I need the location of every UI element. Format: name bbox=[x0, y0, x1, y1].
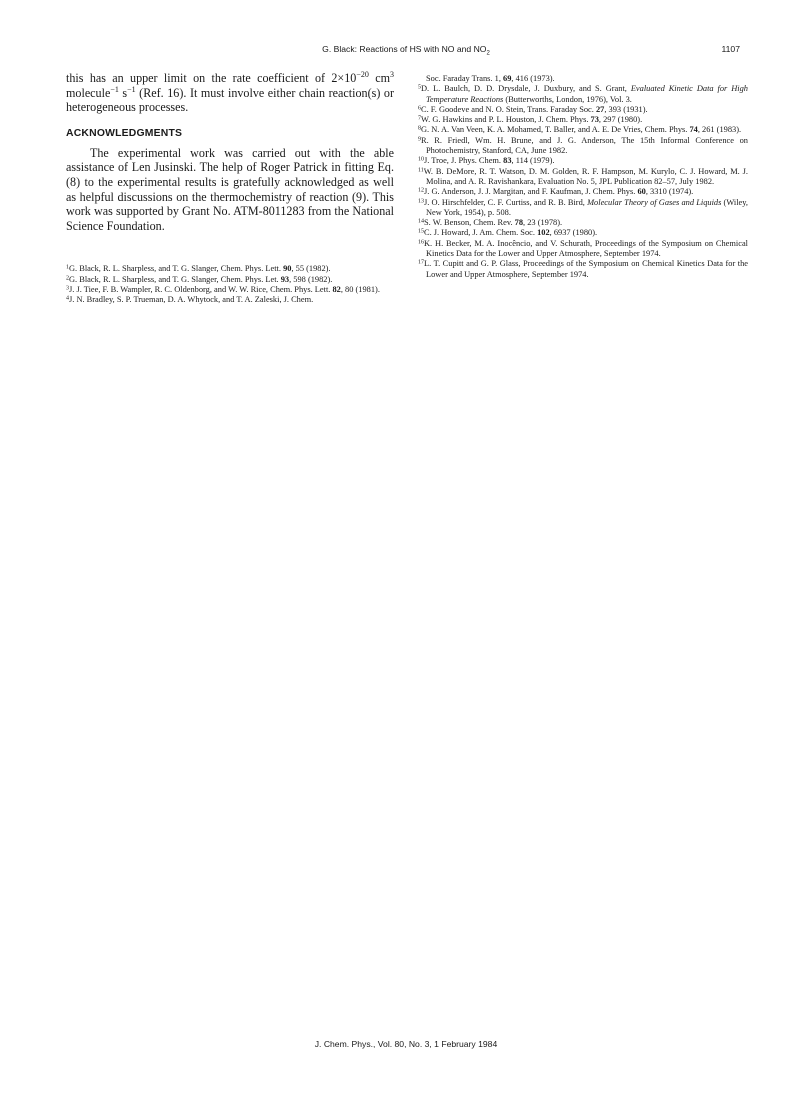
acknowledgments-heading: ACKNOWLEDGMENTS bbox=[66, 127, 183, 139]
reference-number: 3 bbox=[66, 285, 69, 292]
reference-number: 15 bbox=[418, 228, 424, 235]
reference-text: S. W. Benson, Chem. Rev. bbox=[424, 218, 515, 228]
reference-item bbox=[418, 259, 748, 280]
reference-number: 1 bbox=[66, 264, 69, 271]
reference-number: 11 bbox=[418, 167, 424, 174]
right-column bbox=[418, 74, 748, 280]
reference-text: , 598 (1982). bbox=[289, 274, 333, 284]
reference-text: G. N. A. Van Veen, K. A. Mohamed, T. Baller, and A. E. De Vries, Chem. Phys. bbox=[421, 125, 690, 135]
reference-item bbox=[418, 84, 748, 105]
reference-item bbox=[418, 218, 748, 228]
reference-text: , 80 (1981). bbox=[340, 284, 380, 294]
reference-item bbox=[66, 275, 394, 285]
reference-volume: 102 bbox=[537, 228, 550, 238]
body-paragraph-continued: this has an upper limit on the rate coefficient of $2\times 10^{-20}$ $cm^3$ molecule$^{-1}$ $s^{-1}$ (Ref. 16). It must involve either chain reaction(s) or heterogeneous processes. bbox=[66, 70, 394, 115]
references-left bbox=[66, 264, 394, 305]
reference-text: D. L. Baulch, D. D. Drysdale, J. Duxbury, and S. Grant, bbox=[421, 84, 631, 94]
reference-volume: 83 bbox=[503, 156, 512, 166]
reference-volume: 60 bbox=[637, 187, 646, 197]
reference-text: G. Black, R. L. Sharpless, and T. G. Slanger, Chem. Phys. Lett. bbox=[69, 264, 284, 274]
reference-item bbox=[418, 187, 748, 197]
running-title: G. Black: Reactions of HS with NO and $NO_2$ bbox=[322, 44, 490, 57]
reference-text: , 261 (1983). bbox=[697, 125, 742, 135]
reference-number: 12 bbox=[418, 187, 424, 194]
reference-number: 10 bbox=[418, 156, 424, 163]
reference-text: C. J. Howard, J. Am. Chem. Soc. bbox=[424, 228, 538, 238]
reference-text: , 297 (1980). bbox=[598, 115, 643, 125]
reference-volume: 82 bbox=[332, 284, 341, 294]
reference-text: J. J. Tiee, F. B. Wampler, R. C. Oldenborg, and W. W. Rice, Chem. Phys. Lett. bbox=[69, 284, 333, 294]
reference-text: , 3310 (1974). bbox=[645, 187, 694, 197]
reference-number: 13 bbox=[418, 197, 424, 204]
reference-volume: 90 bbox=[283, 264, 292, 274]
reference-item bbox=[66, 295, 394, 305]
reference-item bbox=[418, 156, 748, 166]
reference-text: J. N. Bradley, S. P. Trueman, D. A. Whytock, and T. A. Zaleski, J. Chem. bbox=[69, 295, 314, 305]
page-number: 1107 bbox=[721, 44, 740, 54]
reference-title: Evaluated Kinetic Data for High Temperature Reactions bbox=[426, 84, 748, 104]
reference-text: G. Black, R. L. Sharpless, and T. G. Slanger, Chem. Phys. Let. bbox=[69, 274, 281, 284]
reference-number: 16 bbox=[418, 239, 424, 246]
reference-text: , 393 (1931). bbox=[604, 104, 648, 114]
references-right bbox=[418, 74, 748, 280]
reference-number: 7 bbox=[418, 115, 421, 122]
reference-text: , 55 (1982). bbox=[291, 264, 331, 274]
reference-text: J. G. Anderson, J. J. Margitan, and F. Kaufman, J. Chem. Phys. bbox=[424, 187, 638, 197]
reference-text: (Wiley, New York, 1954), p. 508. bbox=[426, 197, 749, 217]
reference-volume: 27 bbox=[595, 104, 605, 114]
reference-text: Soc. Faraday Trans. 1, bbox=[426, 74, 504, 83]
reference-item bbox=[66, 264, 394, 274]
reference-number: 5 bbox=[418, 84, 421, 91]
reference-item bbox=[418, 136, 748, 157]
reference-number: 9 bbox=[418, 136, 421, 143]
reference-volume: 78 bbox=[514, 218, 524, 228]
reference-volume: 93 bbox=[280, 274, 290, 284]
reference-number: 2 bbox=[66, 275, 69, 282]
reference-text: W. G. Hawkins and P. L. Houston, J. Chem. Phys. bbox=[421, 115, 591, 125]
reference-item bbox=[66, 285, 394, 295]
reference-item bbox=[418, 198, 748, 219]
reference-number: 8 bbox=[418, 125, 421, 132]
title-subscript: 2 bbox=[486, 50, 490, 57]
reference-volume: 73 bbox=[590, 115, 599, 125]
reference-number: 6 bbox=[418, 105, 421, 112]
reference-text: , 416 (1973). bbox=[511, 74, 555, 83]
reference-number: 14 bbox=[418, 218, 424, 225]
reference-item bbox=[418, 115, 748, 125]
acknowledgments-paragraph: The experimental work was carried out with the able assistance of Len Jusinski. The help of Roger Patrick in fitting Eq. (8) to the experimental results is gratefully acknowledged as well as helpful discussions on the thermochemistry of reaction (9). This work was supported by Grant No. ATM-8011283 from the National Science Foundation. bbox=[66, 145, 394, 233]
reference-item bbox=[418, 74, 748, 84]
reference-volume: 74 bbox=[689, 125, 698, 135]
reference-title: Molecular Theory of Gases and Liquids bbox=[587, 197, 722, 207]
reference-item bbox=[418, 125, 748, 135]
reference-text: R. R. Friedl, Wm. H. Brune, and J. G. Anderson, The 15th Informal Conference on Photochemistry, Stanford, CA, June 1982. bbox=[421, 135, 748, 156]
reference-text: , 23 (1978). bbox=[523, 218, 563, 228]
reference-item bbox=[418, 239, 748, 260]
reference-text: W. B. DeMore, R. T. Watson, D. M. Golden, R. F. Hampson, M. Kurylo, C. J. Howard, M. J. Molina, and A. R. Ravishankara, Evaluation No. 5, JPL Publication 82–57, July 1982. bbox=[423, 166, 748, 186]
reference-text: K. H. Becker, M. A. Inocêncio, and V. Schurath, Proceedings of the Symposium on Chemical Kinetics Data for the Lower and Upper Atmosphere, September 1974. bbox=[424, 238, 748, 259]
reference-number: 4 bbox=[66, 295, 69, 302]
reference-text: , 6937 (1980). bbox=[549, 228, 598, 238]
running-header bbox=[0, 44, 812, 58]
reference-text: J. Troe, J. Phys. Chem. bbox=[424, 156, 504, 166]
reference-item bbox=[418, 228, 748, 238]
reference-volume: 69 bbox=[503, 74, 512, 83]
reference-text: , 114 (1979). bbox=[511, 156, 555, 166]
journal-footer: J. Chem. Phys., Vol. 80, No. 3, 1 February 1984 bbox=[314, 1039, 498, 1049]
reference-text: J. O. Hirschfelder, C. F. Curtiss, and R. B. Bird, bbox=[424, 197, 588, 207]
reference-number: 17 bbox=[418, 259, 424, 266]
reference-text: C. F. Goodeve and N. O. Stein, Trans. Faraday Soc. bbox=[421, 104, 596, 114]
reference-item bbox=[418, 105, 748, 115]
reference-text: (Butterworths, London, 1976), Vol. 3. bbox=[503, 94, 632, 104]
reference-text: L. T. Cupitt and G. P. Glass, Proceedings of the Symposium on Chemical Kinetics Data for the Lower and Upper Atmosphere, September 1974. bbox=[424, 259, 748, 279]
left-column bbox=[66, 71, 394, 306]
reference-item bbox=[418, 167, 748, 188]
